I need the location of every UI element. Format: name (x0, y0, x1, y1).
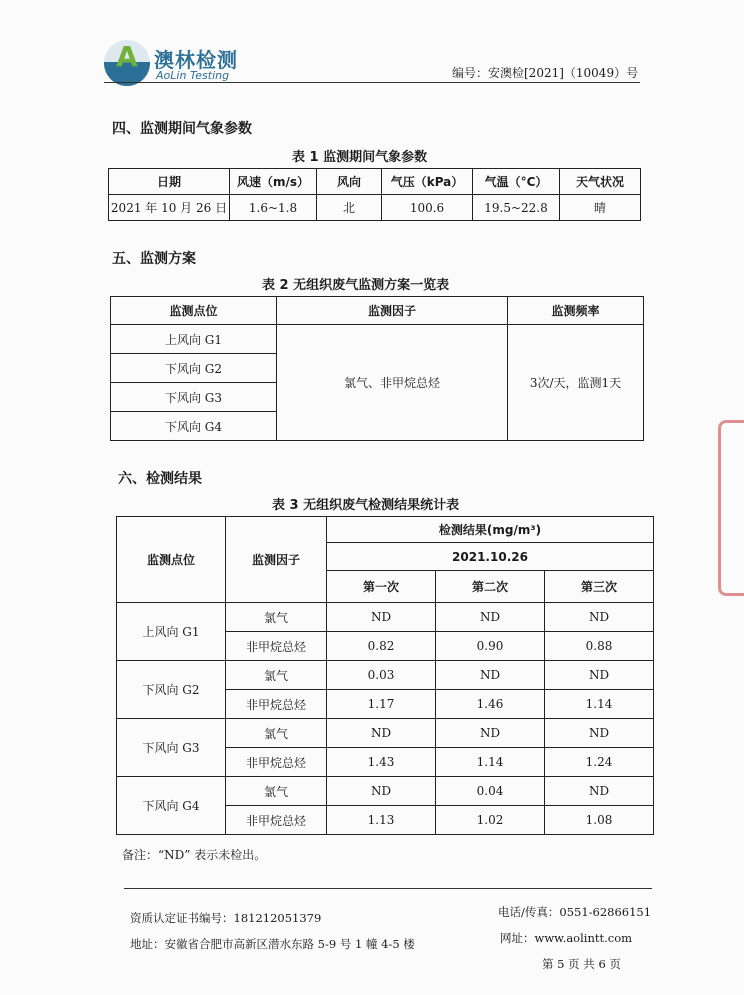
table-1-caption: 表 1 监测期间气象参数 (292, 150, 428, 165)
value-cell: ND (545, 719, 654, 748)
value-cell: 1.02 (436, 806, 545, 835)
run-header: 第二次 (436, 571, 545, 603)
cert-number: 资质认定证书编号：181212051379 (130, 911, 322, 925)
col-header: 日期 (109, 169, 230, 195)
value-cell: 1.17 (327, 690, 436, 719)
table-cell: 100.6 (382, 195, 473, 221)
run-header: 第三次 (545, 571, 654, 603)
table-note: 备注：“ND” 表示未检出。 (122, 848, 267, 862)
logo-letter-icon: A (116, 40, 138, 73)
point-cell: 下风向 G2 (111, 354, 277, 383)
address: 地址：安徽省合肥市高新区潜水东路 5-9 号 1 幢 4-5 楼 (130, 937, 415, 951)
value-cell: ND (436, 661, 545, 690)
results-table (116, 516, 654, 835)
col-header: 气温（°C） (473, 169, 560, 195)
value-cell: ND (327, 777, 436, 806)
value-cell: ND (545, 777, 654, 806)
value-cell: ND (436, 719, 545, 748)
table-cell: 2021 年 10 月 26 日 (109, 195, 230, 221)
value-cell: 0.90 (436, 632, 545, 661)
website: 网址：www.aolintt.com (500, 931, 633, 945)
col-header: 天气状况 (560, 169, 641, 195)
col-header: 监测点位 (117, 517, 226, 603)
point-cell: 上风向 G1 (111, 325, 277, 354)
factor-cell: 氯气 (226, 603, 327, 632)
value-cell: 1.46 (436, 690, 545, 719)
date-header: 2021.10.26 (327, 543, 654, 571)
col-header: 气压（kPa） (382, 169, 473, 195)
run-header: 第一次 (327, 571, 436, 603)
footer-divider (124, 888, 652, 889)
table-cell: 晴 (560, 195, 641, 221)
table-3-caption: 表 3 无组织废气检测结果统计表 (272, 498, 460, 513)
col-header: 监测点位 (111, 297, 277, 325)
logo-text-en: AoLin Testing (156, 69, 230, 82)
factor-cell: 氯气 (226, 777, 327, 806)
value-cell: ND (327, 719, 436, 748)
col-header: 监测因子 (277, 297, 508, 325)
seal-stamp (718, 420, 744, 596)
point-cell: 下风向 G3 (111, 383, 277, 412)
point-cell: 下风向 G4 (117, 777, 226, 835)
value-cell: ND (545, 603, 654, 632)
factor-cell: 非甲烷总烃 (226, 690, 327, 719)
document-number: 编号：安澳检[2021]（10049）号 (452, 66, 639, 80)
factor-cell: 氯气 (226, 719, 327, 748)
value-cell: 0.88 (545, 632, 654, 661)
col-header: 监测因子 (226, 517, 327, 603)
section-5-heading: 五、监测方案 (112, 251, 196, 267)
value-cell: 0.04 (436, 777, 545, 806)
value-cell: 1.43 (327, 748, 436, 777)
point-cell: 下风向 G2 (117, 661, 226, 719)
factor-cell: 非甲烷总烃 (226, 806, 327, 835)
frequency-cell: 3次/天，监测1天 (508, 325, 644, 441)
factor-cell: 氯气 (226, 661, 327, 690)
logo-text-cn: 澳林检测 (154, 48, 238, 72)
result-header: 检测结果(mg/m³) (327, 517, 654, 543)
point-cell: 下风向 G4 (111, 412, 277, 441)
value-cell: 1.13 (327, 806, 436, 835)
table-cell: 北 (317, 195, 382, 221)
table-cell: 19.5~22.8 (473, 195, 560, 221)
value-cell: 1.14 (436, 748, 545, 777)
section-6-heading: 六、检测结果 (118, 471, 202, 487)
col-header: 风速（m/s） (230, 169, 317, 195)
plan-table (110, 296, 644, 441)
header-divider (104, 82, 640, 83)
section-4-heading: 四、监测期间气象参数 (112, 121, 252, 137)
col-header: 风向 (317, 169, 382, 195)
table-2-caption: 表 2 无组织废气监测方案一览表 (262, 278, 450, 293)
value-cell: ND (545, 661, 654, 690)
value-cell: ND (327, 603, 436, 632)
value-cell: 0.82 (327, 632, 436, 661)
factor-cell: 非甲烷总烃 (226, 748, 327, 777)
point-cell: 上风向 G1 (117, 603, 226, 661)
value-cell: ND (436, 603, 545, 632)
table-cell: 1.6~1.8 (230, 195, 317, 221)
phone: 电话/传真：0551-62866151 (498, 905, 652, 919)
factor-cell: 非甲烷总烃 (226, 632, 327, 661)
factor-cell: 氯气、非甲烷总烃 (277, 325, 508, 441)
value-cell: 0.03 (327, 661, 436, 690)
point-cell: 下风向 G3 (117, 719, 226, 777)
weather-table (108, 168, 641, 221)
col-header: 监测频率 (508, 297, 644, 325)
value-cell: 1.08 (545, 806, 654, 835)
value-cell: 1.14 (545, 690, 654, 719)
page-number: 第 5 页 共 6 页 (542, 957, 621, 971)
value-cell: 1.24 (545, 748, 654, 777)
